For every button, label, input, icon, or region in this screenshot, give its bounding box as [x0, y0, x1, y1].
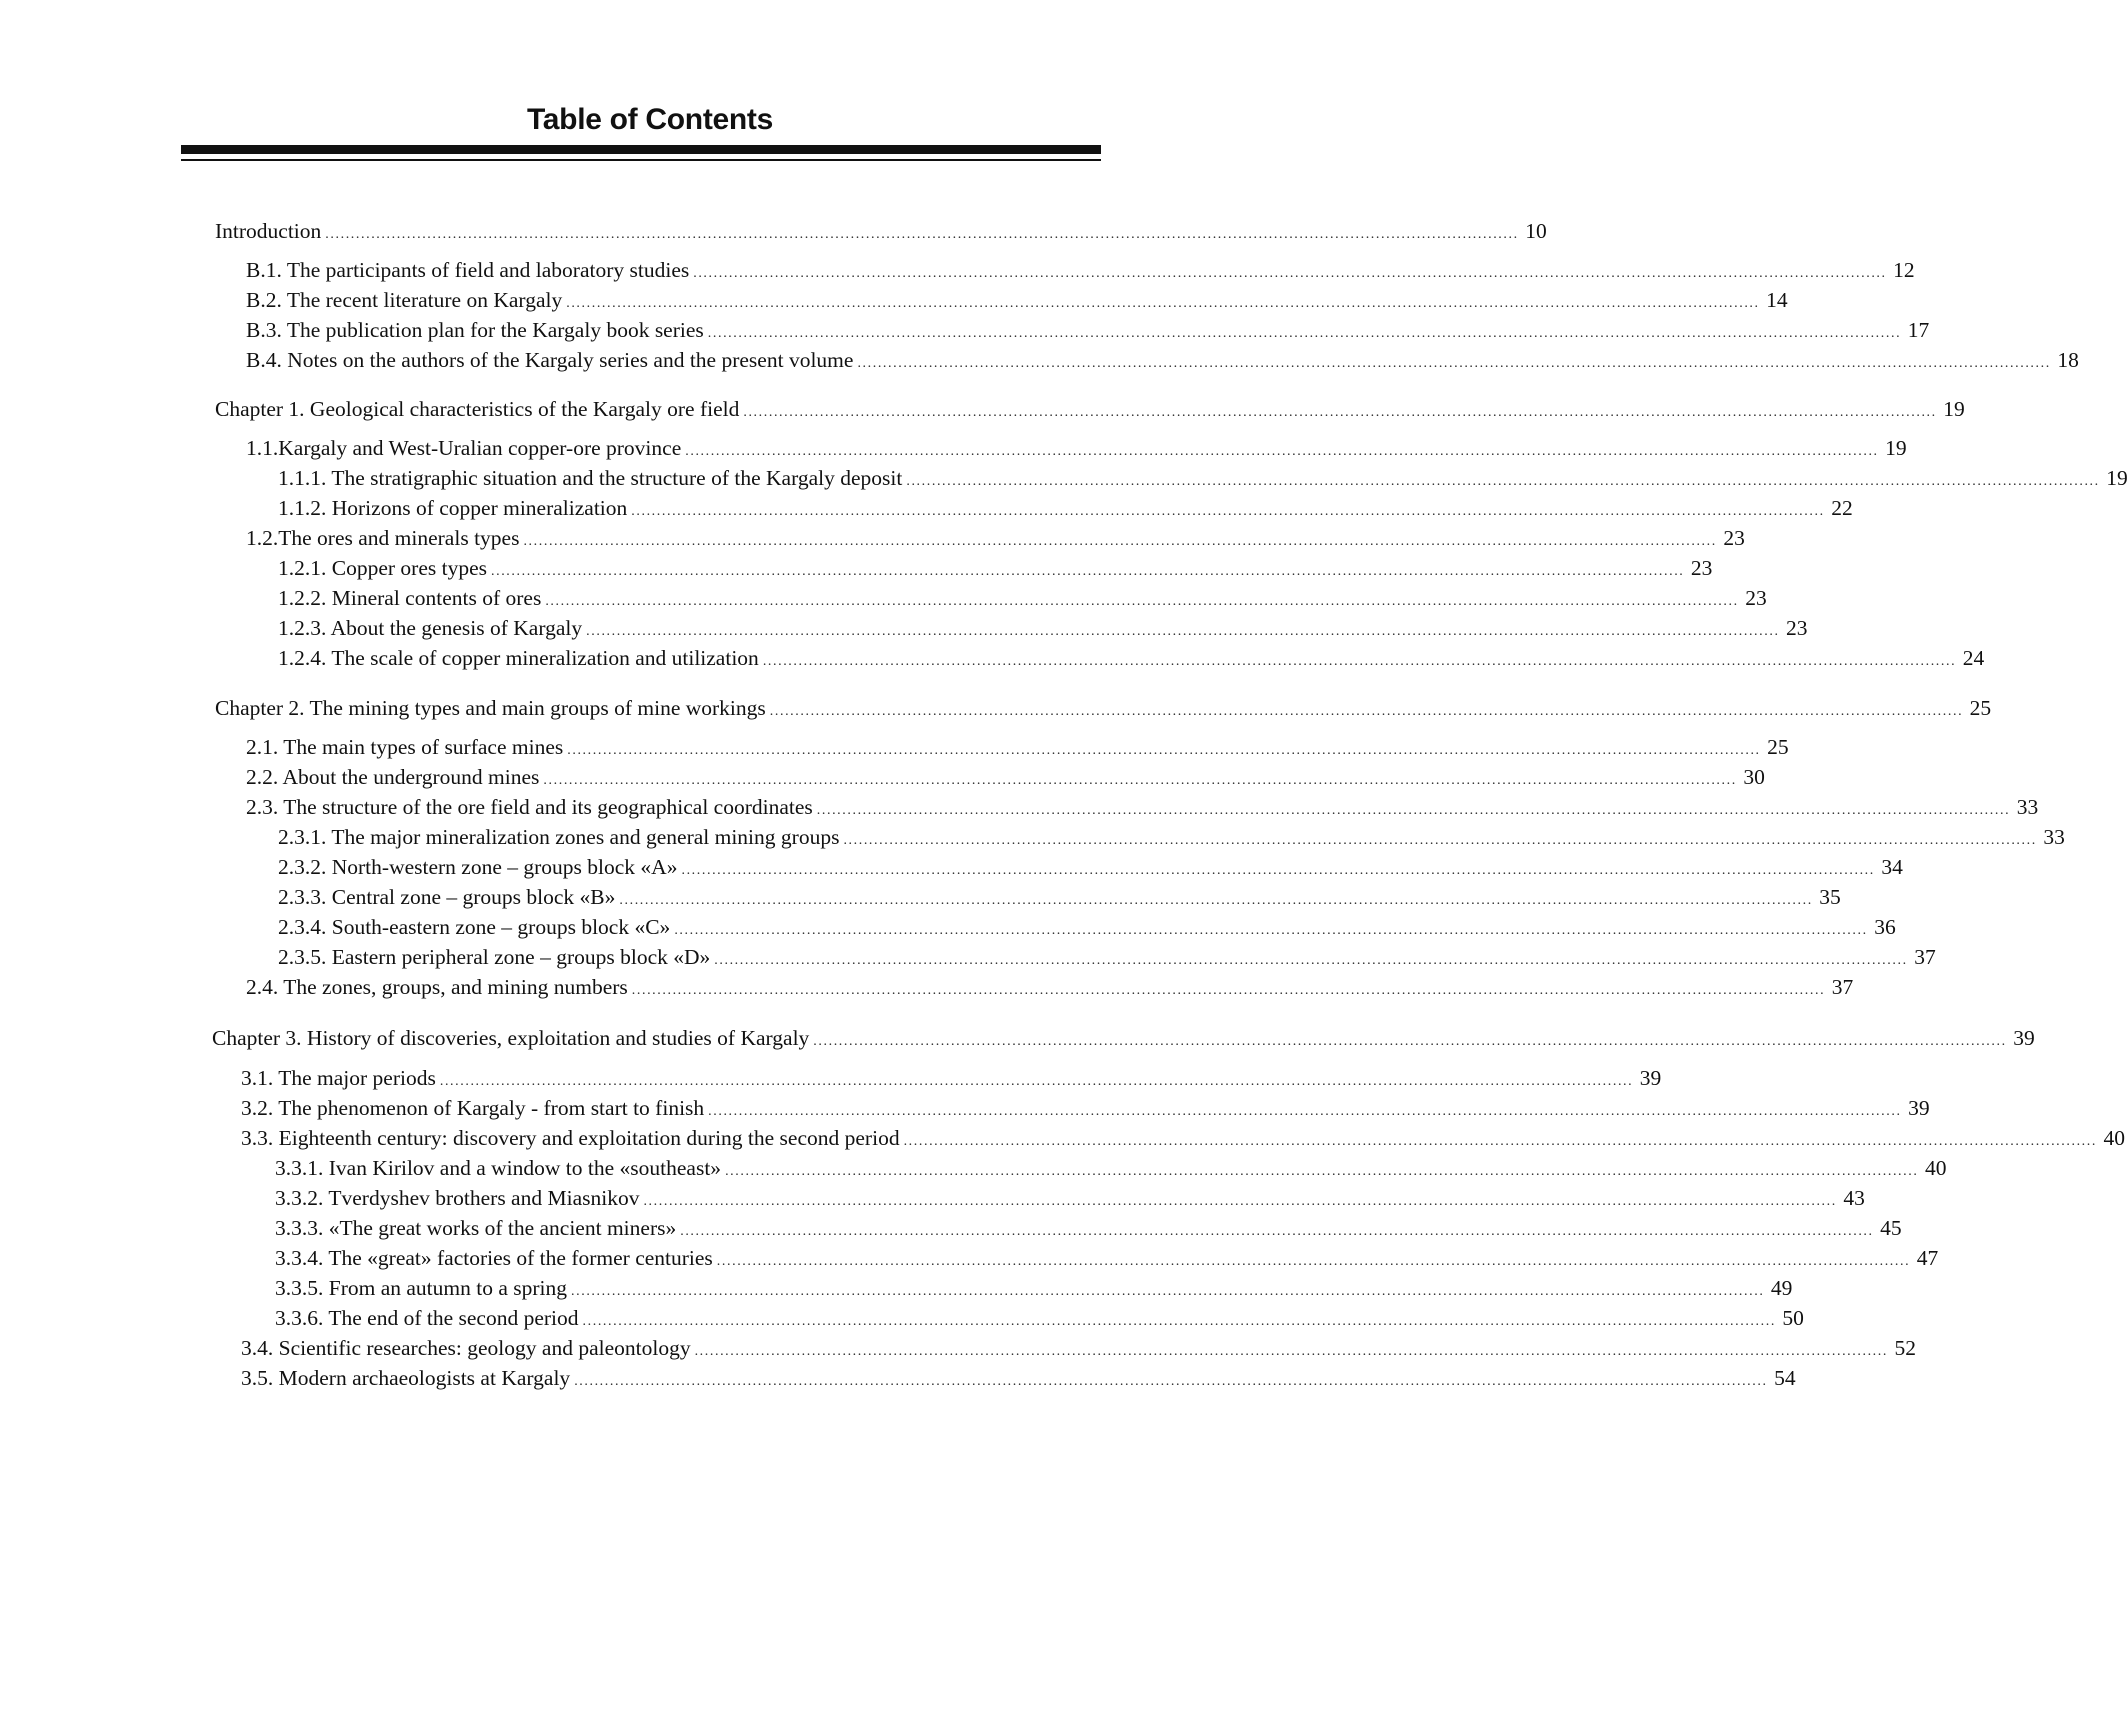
toc-page-number: 22 [1831, 496, 1853, 520]
toc-entry-3-3-4[interactable] [275, 1244, 1939, 1272]
toc-page-number: 23 [1723, 526, 1745, 550]
toc-leader: .......................................................................................................................................................................................................................................... [543, 773, 1737, 788]
toc-entry-3-3-2[interactable] [275, 1184, 1865, 1212]
toc-entry-label: 2.3. The structure of the ore field and its geographical coordinates [246, 795, 813, 819]
toc-entry-3-3-3[interactable] [275, 1214, 1902, 1242]
toc-entry-2-3-4[interactable] [278, 913, 1896, 941]
toc-leader: .......................................................................................................................................................................................................................................... [816, 803, 2011, 818]
toc-entry-label: B.4. Notes on the authors of the Kargaly series and the present volume [246, 348, 854, 372]
toc-entry-label: 3.3.1. Ivan Kirilov and a window to the «southeast» [275, 1156, 722, 1180]
toc-entry-label: 3.3. Eighteenth century: discovery and exploitation during the second period [241, 1126, 900, 1150]
toc-entry-3-3-6[interactable] [275, 1304, 1804, 1332]
toc-page-number: 49 [1770, 1276, 1793, 1300]
toc-entry-label: 2.3.4. South-eastern zone – groups block «C» [278, 915, 671, 939]
toc-entry-introduction[interactable] [215, 217, 1547, 245]
toc-page-number: 40 [2103, 1126, 2125, 1150]
toc-page-number: 36 [1874, 915, 1896, 939]
toc-page-number: 19 [2106, 466, 2128, 490]
toc-page-number: 23 [1745, 586, 1767, 610]
toc-entry-label: 2.3.1. The major mineralization zones and general mining groups [278, 825, 840, 849]
toc-entry-2-2[interactable] [246, 763, 1765, 791]
page-title: Table of Contents [526, 103, 773, 136]
toc-entry-2-1[interactable] [246, 733, 1789, 761]
toc-entry-1-2[interactable] [246, 524, 1745, 552]
toc-page-number: 18 [2057, 348, 2079, 372]
toc-page-number: 39 [1908, 1096, 1930, 1120]
toc-page-number: 33 [2016, 795, 2039, 819]
toc-entry-3-3-1[interactable] [275, 1154, 1947, 1182]
toc-leader: .......................................................................................................................................................................................................................................... [567, 743, 1761, 758]
toc-page-number: 14 [1766, 288, 1788, 312]
toc-leader: .......................................................................................................................................................................................................................................... [574, 1374, 1768, 1389]
toc-page-number: 50 [1782, 1306, 1804, 1330]
toc-leader: .......................................................................................................................................................................................................................................... [903, 1134, 2097, 1149]
toc-entry-label: 1.2.1. Copper ores types [278, 556, 487, 580]
toc-leader: .......................................................................................................................................................................................................................................... [681, 863, 1875, 878]
toc-entry-label: B.2. The recent literature on Kargaly [246, 288, 563, 312]
toc-leader: .......................................................................................................................................................................................................................................... [743, 405, 1937, 420]
toc-entry-chapter-1[interactable] [215, 395, 1965, 423]
toc-leader: .......................................................................................................................................................................................................................................... [813, 1034, 2007, 1049]
toc-entry-3-1[interactable] [241, 1064, 1662, 1092]
toc-entry-label: 2.3.3. Central zone – groups block «B» [278, 885, 616, 909]
toc-entry-1-1-2[interactable] [278, 494, 1853, 522]
toc-page-number: 39 [1639, 1066, 1662, 1090]
toc-entry-label: Introduction [215, 219, 322, 243]
toc-entry-1-1-1[interactable] [278, 464, 2128, 492]
toc-entry-label: 1.1.2. Horizons of copper mineralization [278, 496, 628, 520]
toc-page-number: 12 [1893, 258, 1915, 282]
toc-leader: .......................................................................................................................................................................................................................................... [674, 923, 1868, 938]
toc-entry-label: 1.1.Kargaly and West-Uralian copper-ore province [246, 436, 682, 460]
toc-entry-1-2-1[interactable] [278, 554, 1713, 582]
toc-entry-2-4[interactable] [246, 973, 1854, 1001]
toc-leader: .......................................................................................................................................................................................................................................... [582, 1314, 1776, 1329]
toc-entry-3-3[interactable] [241, 1124, 2125, 1152]
toc-leader: .......................................................................................................................................................................................................................................... [643, 1194, 1837, 1209]
toc-entry-label: 2.1. The main types of surface mines [246, 735, 564, 759]
toc-entry-label: B.1. The participants of field and laboratory studies [246, 258, 690, 282]
toc-entry-label: 2.3.2. North-western zone – groups block «A» [278, 855, 678, 879]
toc-page-number: 17 [1907, 318, 1930, 342]
toc-entry-b4[interactable] [246, 346, 2079, 374]
toc-page-number: 47 [1916, 1246, 1939, 1270]
toc-page-number: 19 [1943, 397, 1965, 421]
toc-page-number: 34 [1881, 855, 1903, 879]
toc-leader: .......................................................................................................................................................................................................................................... [714, 953, 1908, 968]
toc-page-number: 25 [1767, 735, 1789, 759]
toc-entry-3-4[interactable] [241, 1334, 1916, 1362]
toc-leader: .......................................................................................................................................................................................................................................... [693, 266, 1887, 281]
toc-leader: .......................................................................................................................................................................................................................................... [707, 326, 1902, 341]
toc-leader: .......................................................................................................................................................................................................................................... [545, 594, 1739, 609]
toc-entry-b1[interactable] [246, 256, 1915, 284]
toc-page-number: 19 [1885, 436, 1907, 460]
toc-leader: .......................................................................................................................................................................................................................................... [843, 833, 2037, 848]
toc-leader: .......................................................................................................................................................................................................................................... [439, 1074, 1634, 1089]
toc-entry-1-2-4[interactable] [278, 644, 1985, 672]
toc-entry-3-5[interactable] [241, 1364, 1796, 1392]
toc-leader: .......................................................................................................................................................................................................................................... [708, 1104, 1902, 1119]
toc-page-number: 23 [1786, 616, 1808, 640]
toc-entry-2-3-5[interactable] [278, 943, 1936, 971]
toc-entry-chapter-2[interactable] [215, 694, 1992, 722]
toc-entry-label: 3.1. The major periods [241, 1066, 436, 1090]
toc-leader: .......................................................................................................................................................................................................................................... [685, 444, 1879, 459]
toc-page-number: 52 [1894, 1336, 1916, 1360]
toc-leader: .......................................................................................................................................................................................................................................... [769, 704, 1964, 719]
toc-leader: .......................................................................................................................................................................................................................................... [586, 624, 1780, 639]
toc-entry-2-3-1[interactable] [278, 823, 2065, 851]
toc-leader: .......................................................................................................................................................................................................................................... [325, 227, 1519, 242]
toc-entry-label: 3.3.3. «The great works of the ancient miners» [275, 1216, 677, 1240]
toc-entry-label: 1.2.3. About the genesis of Kargaly [278, 616, 583, 640]
toc-page-number: 10 [1525, 219, 1547, 243]
toc-leader: .......................................................................................................................................................................................................................................... [762, 654, 1957, 669]
toc-leader: .......................................................................................................................................................................................................................................... [716, 1254, 1911, 1269]
toc-entry-1-2-3[interactable] [278, 614, 1808, 642]
toc-entry-label: 2.4. The zones, groups, and mining numbers [246, 975, 628, 999]
toc-entry-label: 1.2.4. The scale of copper mineralization and utilization [278, 646, 759, 670]
toc-leader: .......................................................................................................................................................................................................................................... [906, 474, 2100, 489]
toc-entry-label: 3.4. Scientific researches: geology and paleontology [241, 1336, 691, 1360]
toc-leader: .......................................................................................................................................................................................................................................... [491, 564, 1685, 579]
toc-entry-label: 3.3.5. From an autumn to a spring [275, 1276, 568, 1300]
toc-page-number: 43 [1843, 1186, 1865, 1210]
toc-leader: .......................................................................................................................................................................................................................................... [857, 356, 2051, 371]
toc-entry-label: 1.1.1. The stratigraphic situation and the structure of the Kargaly deposit [278, 466, 903, 490]
toc-entry-label: 2.3.5. Eastern peripheral zone – groups block «D» [278, 945, 711, 969]
toc-entry-1-2-2[interactable] [278, 584, 1767, 612]
toc-entry-3-2[interactable] [241, 1094, 1930, 1122]
toc-entry-1-1[interactable] [246, 434, 1907, 462]
toc-entry-2-3-2[interactable] [278, 853, 1903, 881]
toc-page-number: 25 [1969, 696, 1992, 720]
toc-leader: .......................................................................................................................................................................................................................................... [680, 1224, 1874, 1239]
toc-leader: .......................................................................................................................................................................................................................................... [566, 296, 1760, 311]
toc-entry-label: Chapter 1. Geological characteristics of the Kargaly ore field [215, 397, 740, 421]
toc-entry-label: 2.2. About the underground mines [246, 765, 540, 789]
toc-entry-label: 3.5. Modern archaeologists at Kargaly [241, 1366, 571, 1390]
toc-entry-b2[interactable] [246, 286, 1788, 314]
toc-leader: .......................................................................................................................................................................................................................................... [571, 1284, 1765, 1299]
toc-entry-chapter-3[interactable] [212, 1024, 2035, 1052]
toc-page-number: 24 [1962, 646, 1985, 670]
toc-entry-label: 3.2. The phenomenon of Kargaly - from start to finish [241, 1096, 705, 1120]
toc-entry-b3[interactable] [246, 316, 1930, 344]
toc-page-number: 45 [1880, 1216, 1902, 1240]
toc-leader: .......................................................................................................................................................................................................................................... [631, 504, 1825, 519]
toc-entry-label: 3.3.2. Tverdyshev brothers and Miasnikov [275, 1186, 640, 1210]
toc-page-number: 40 [1924, 1156, 1947, 1180]
toc-page-number: 37 [1914, 945, 1936, 969]
toc-leader: .......................................................................................................................................................................................................................................... [523, 534, 1717, 549]
toc-page-number: 30 [1743, 765, 1765, 789]
toc-entry-label: 3.3.6. The end of the second period [275, 1306, 579, 1330]
toc-page-number: 33 [2043, 825, 2065, 849]
toc-page-number: 54 [1774, 1366, 1796, 1390]
toc-leader: .......................................................................................................................................................................................................................................... [694, 1344, 1888, 1359]
toc-entry-2-3-3[interactable] [278, 883, 1841, 911]
toc-page-number: 35 [1819, 885, 1841, 909]
toc-page-number: 37 [1831, 975, 1854, 999]
toc-entry-label: 3.3.4. The «great» factories of the former centuries [275, 1246, 713, 1270]
toc-entry-label: 1.2.The ores and minerals types [246, 526, 520, 550]
toc-entry-label: Chapter 3. History of discoveries, exploitation and studies of Kargaly [212, 1026, 810, 1050]
toc-leader: .......................................................................................................................................................................................................................................... [631, 983, 1826, 998]
toc-entry-3-3-5[interactable] [275, 1274, 1793, 1302]
toc-page-number: 39 [2013, 1026, 2035, 1050]
toc-entry-2-3[interactable] [246, 793, 2039, 821]
toc-leader: .......................................................................................................................................................................................................................................... [619, 893, 1813, 908]
toc-entry-label: B.3. The publication plan for the Kargaly book series [246, 318, 704, 342]
toc-entry-label: 1.2.2. Mineral contents of ores [278, 586, 542, 610]
toc-page-number: 23 [1690, 556, 1713, 580]
toc-leader: .......................................................................................................................................................................................................................................... [725, 1164, 1919, 1179]
toc-entry-label: Chapter 2. The mining types and main groups of mine workings [215, 696, 766, 720]
